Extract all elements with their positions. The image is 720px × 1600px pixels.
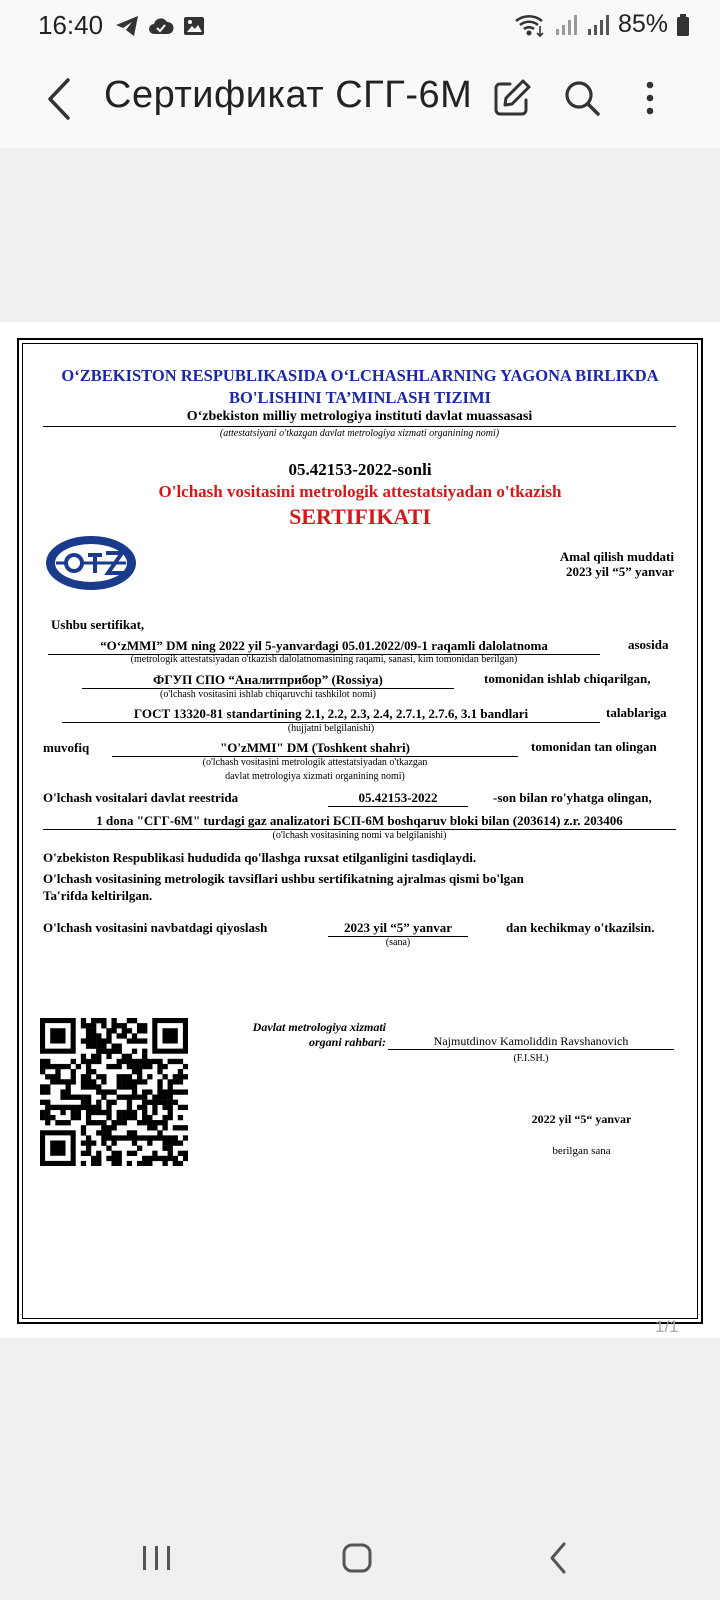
registry-value: 05.42153-2022: [328, 790, 468, 807]
certificate-title: SERTIFIKATI: [289, 504, 431, 529]
maker-caption: (o'lchash vositasini ishlab chiqaruvchi tashkilot nomi): [160, 689, 376, 700]
certificate-subtitle: O'lchash vositasini metrologik attestatsiyadan o'tkazish: [158, 482, 562, 501]
battery-percent: 85%: [617, 10, 668, 38]
wifi-icon: [514, 12, 546, 38]
certificate-number: 05.42153-2022-sonli: [288, 460, 432, 479]
accord-caption-2: davlat metrologiya xizmati organining nomi): [225, 771, 405, 782]
verify-caption: (sana): [385, 937, 411, 948]
page-indicator: 1/1: [655, 1317, 679, 1336]
registry-prefix: O'lchash vositalari davlat reestrida: [43, 790, 239, 805]
verify-suffix: dan kechikmay o'tkazilsin.: [506, 920, 655, 935]
header-line-2: BO'LISHINI TA’MINLASH TIZIMI: [229, 388, 491, 407]
qr-code: [40, 1018, 188, 1166]
gallery-icon: [182, 14, 206, 38]
status-right: [514, 10, 690, 39]
back-icon[interactable]: [40, 74, 80, 124]
signal-icon: [554, 13, 578, 37]
verify-value: 2023 yil “5” yanvar: [328, 920, 468, 937]
basis-value: “O‘zMMI” DM ning 2022 yil 5-yanvardagi 05.01.2022/09-1 raqamli dalolatnoma: [48, 638, 600, 655]
signer-label-1: Davlat metrologiya xizmati: [252, 1020, 386, 1034]
more-icon[interactable]: [628, 76, 672, 120]
standard-caption: (hujjatni belgilanishi): [287, 723, 375, 734]
accord-suffix: tomonidan tan olingan: [531, 739, 657, 754]
signal-icon-2: [586, 13, 610, 37]
search-icon[interactable]: [560, 76, 604, 120]
navigation-bar: [0, 1500, 720, 1600]
page-title: Сертификат СГГ-6М: [104, 74, 473, 116]
standard-suffix: talablariga: [606, 705, 667, 720]
maker-suffix: tomonidan ishlab chiqarilgan,: [484, 671, 651, 686]
registry-suffix: -son bilan ro'yhatga olingan,: [493, 790, 652, 805]
institute-caption: (attestatsiyani o'tkazgan davlat metrologiya xizmati organining nomi): [219, 428, 500, 439]
validity-date: 2023 yil “5” yanvar: [566, 564, 674, 579]
cloud-icon: [148, 14, 174, 38]
validity-label: Amal qilish muddati: [559, 549, 674, 564]
standard-value: ГОСТ 13320-81 standartining 2.1, 2.2, 2.3, 2.4, 2.7.1, 2.7.6, 3.1 bandlari: [62, 706, 600, 723]
signer-caption: (F.I.SH.): [513, 1053, 549, 1064]
intro-text: Ushbu sertifikat,: [51, 617, 145, 632]
recents-icon[interactable]: [137, 1540, 177, 1576]
header-line-1: O‘ZBEKISTON RESPUBLIKASIDA O‘LCHASHLARNING YAGONA BIRLIKDA: [61, 366, 659, 385]
status-time: 16:40: [38, 10, 104, 40]
approval-text: O'zbekiston Respublikasi hududida qo'llashga ruxsat etilganligini tasdiqlaydi.: [43, 850, 477, 865]
characteristics-line-1: O'lchash vositasining metrologik tavsiflari ushbu sertifikatning ajralmas qismi bo'lgan: [43, 871, 524, 886]
device-value: 1 dona "СГГ-6М" turdagi gaz analizatori БСП-6М boshqaruv bloki bilan (203614) z.r. 203406: [43, 813, 676, 830]
institute-logo: [44, 534, 138, 592]
status-notification-icons: [114, 14, 206, 38]
edit-icon[interactable]: [490, 76, 534, 120]
characteristics-line-2: Ta'rifda keltirilgan.: [43, 888, 153, 903]
issue-date: 2022 yil “5“ yanvar: [531, 1112, 632, 1126]
status-bar: [0, 0, 720, 52]
accord-prefix: muvofiq: [43, 740, 90, 755]
signer-name: Najmutdinov Kamoliddin Ravshanovich: [388, 1034, 674, 1050]
accord-caption-1: (o'lchash vositasini metrologik attestatsiyadan o'tkazgan: [202, 757, 428, 768]
verify-prefix: O'lchash vositasini navbatdagi qiyoslash: [43, 920, 268, 935]
basis-caption: (metrologik attestatsiyadan o'tkazish dalolatnomasining raqami, sanasi, kim tomonidan berilgan): [130, 654, 518, 665]
issue-caption: berilgan sana: [552, 1145, 611, 1157]
institute-name: O‘zbekiston milliy metrologiya instituti davlat muassasasi: [43, 409, 676, 427]
basis-suffix: asosida: [628, 637, 669, 652]
maker-value: ФГУП СПО “Аналитприбор” (Rossiya): [82, 672, 454, 689]
home-icon[interactable]: [337, 1540, 377, 1576]
back-nav-icon[interactable]: [540, 1540, 580, 1576]
signer-label-2: organi rahbari:: [308, 1035, 386, 1049]
telegram-icon: [114, 14, 140, 38]
device-caption: (o'lchash vositasining nomi va belgilanishi): [272, 830, 447, 841]
accord-value: "O'zMMI" DM (Toshkent shahri): [112, 740, 518, 757]
battery-icon: [676, 13, 690, 37]
app-bar: [0, 52, 720, 149]
